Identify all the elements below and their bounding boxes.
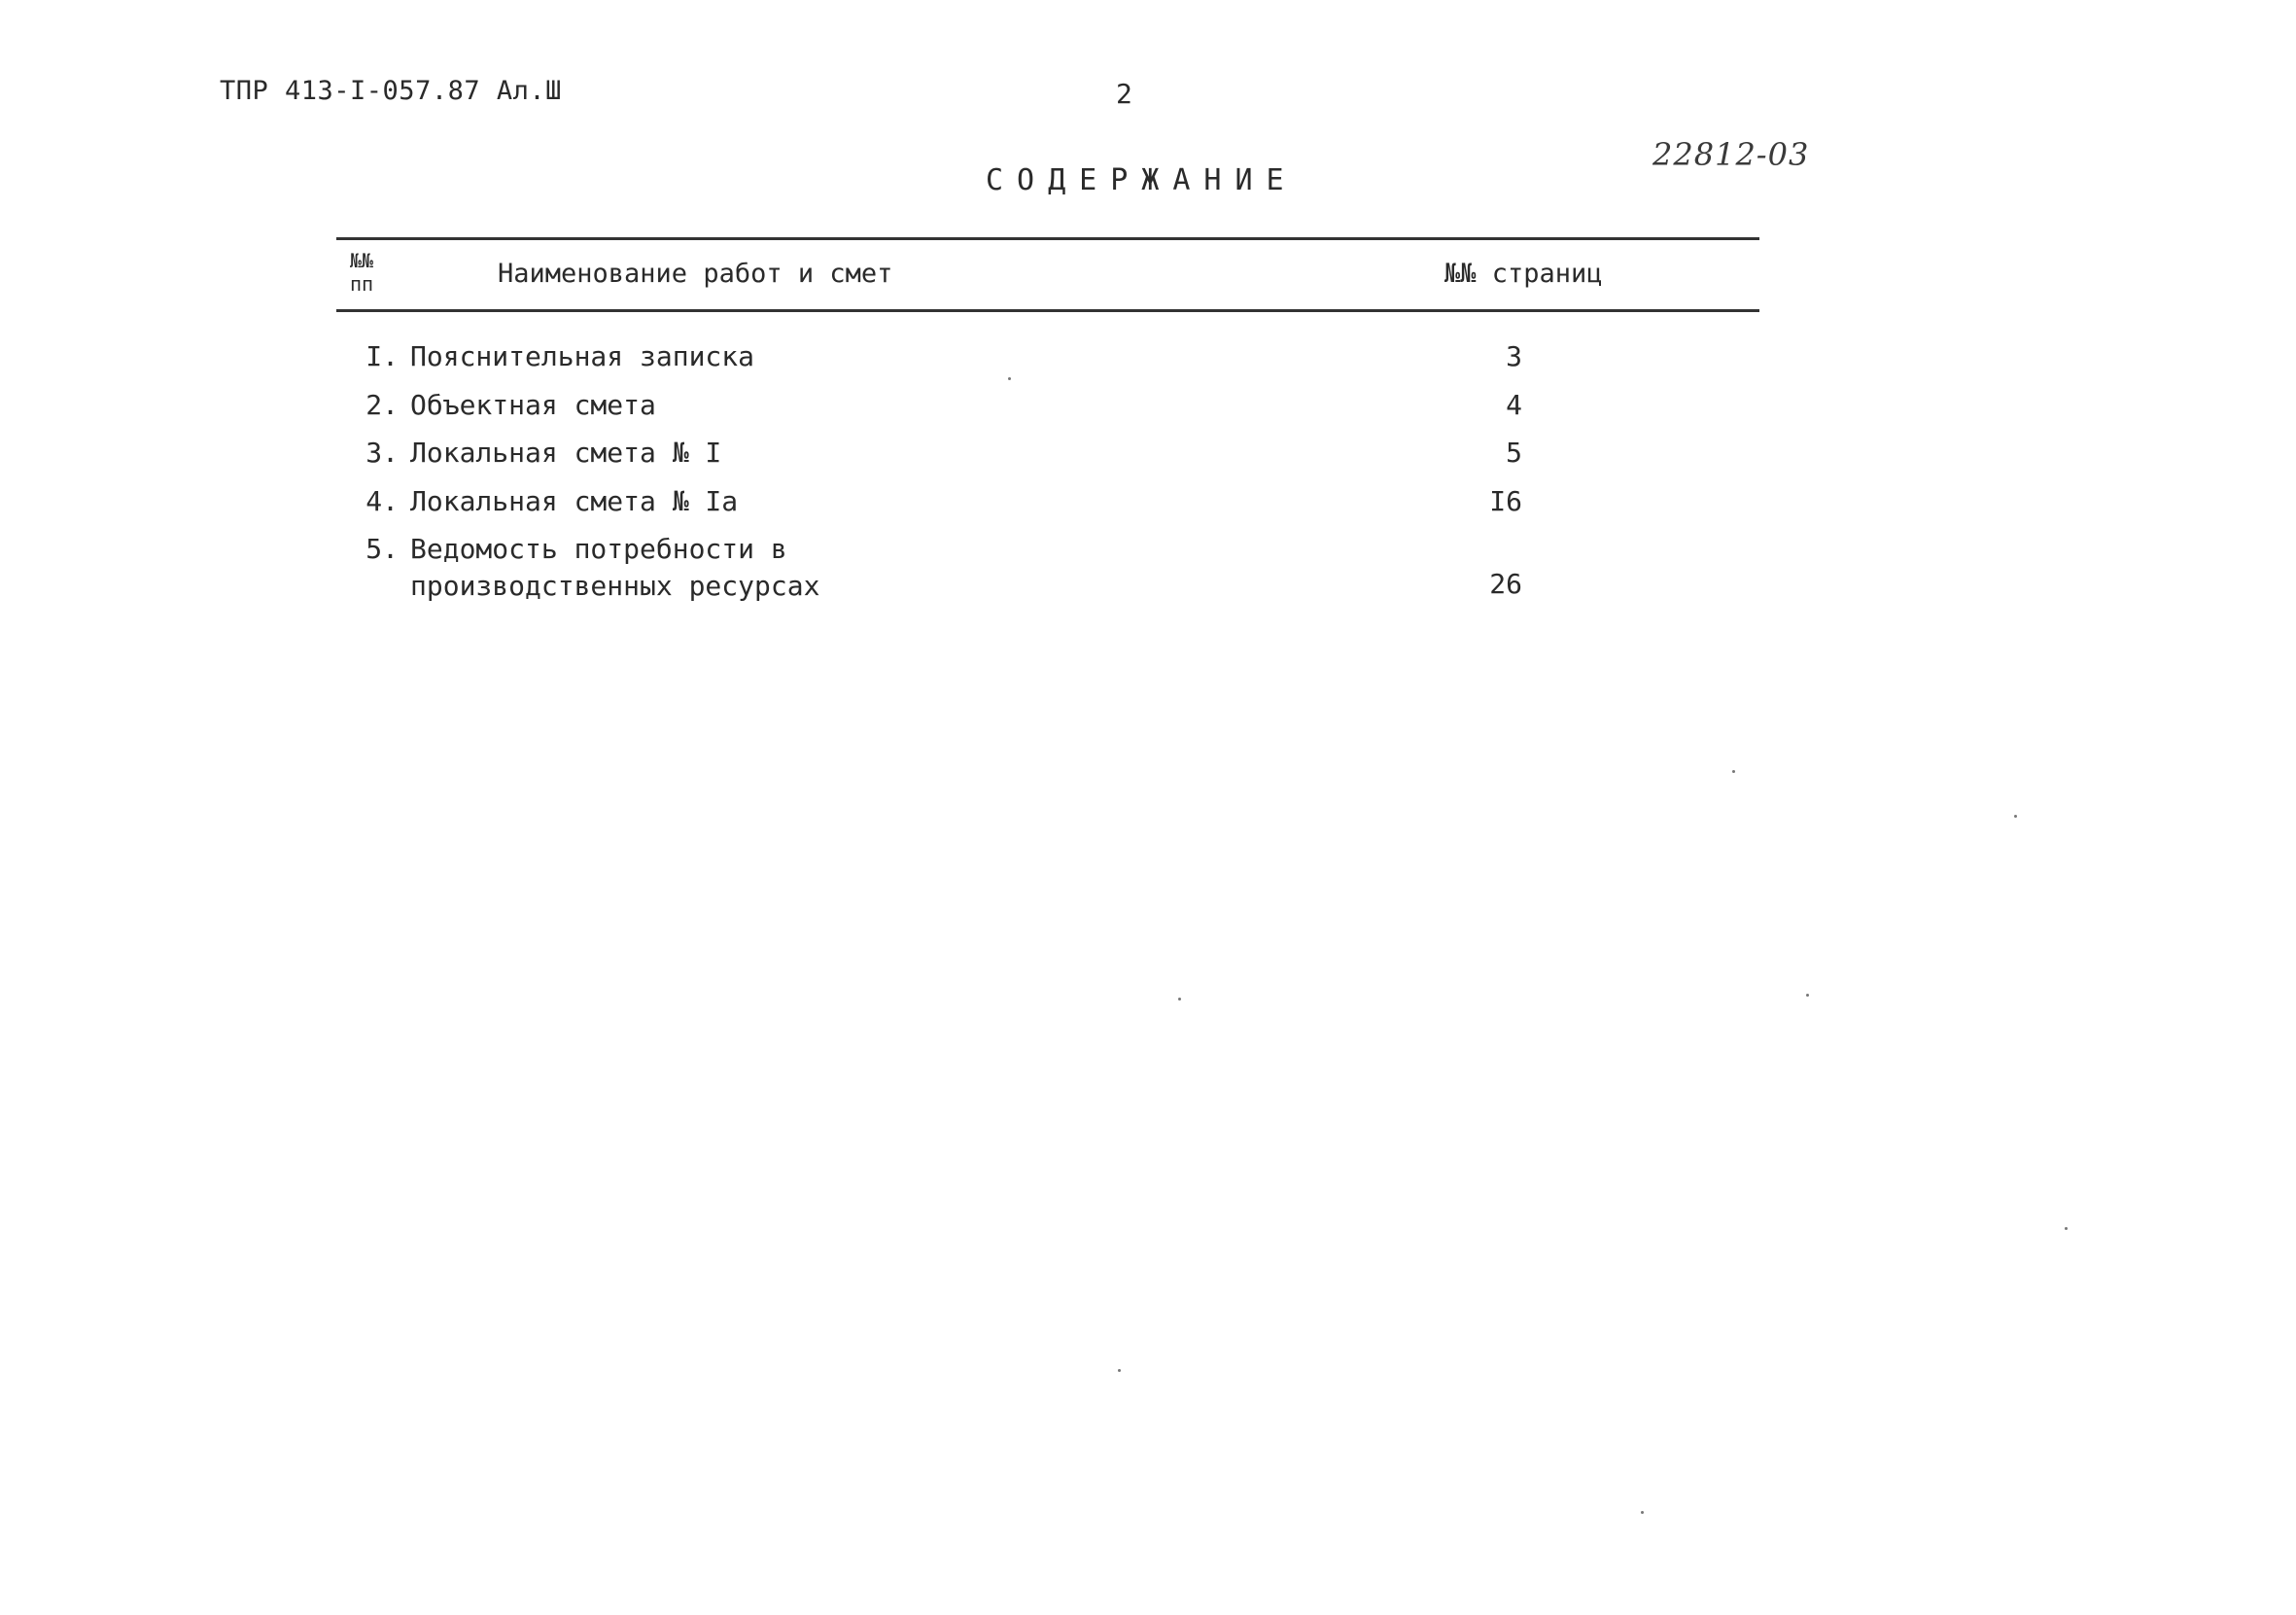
table-row	[0, 389, 2296, 428]
row-page: 4	[1506, 389, 1522, 421]
row-number: 5.	[365, 533, 399, 565]
scan-speck	[1118, 1369, 1121, 1372]
table-row	[0, 437, 2296, 475]
column-header-number	[350, 249, 389, 296]
column-header-name: Наименование работ и смет	[498, 259, 893, 289]
scan-speck	[2065, 1227, 2068, 1230]
row-page: I6	[1489, 485, 1522, 517]
page-number: 2	[1116, 78, 1132, 110]
row-number: I.	[365, 340, 399, 372]
column-header-pages: №№ страниц	[1444, 259, 1603, 289]
scan-speck	[2014, 815, 2017, 818]
table-top-rule	[336, 237, 1759, 240]
column-header-number-line2: пп	[350, 272, 374, 296]
table-row	[0, 340, 2296, 379]
row-title-continuation: производственных ресурсах	[410, 570, 820, 602]
row-number: 2.	[365, 389, 399, 421]
table-row	[0, 485, 2296, 524]
handwritten-inventory-number: 22812-03	[1652, 136, 1810, 173]
row-title: Локальная смета № Iа	[410, 485, 739, 517]
column-header-number-line1: №№	[350, 249, 374, 272]
row-title: Пояснительная записка	[410, 340, 755, 372]
table-row	[0, 533, 2296, 611]
page-title: СОДЕРЖАНИЕ	[986, 163, 1298, 197]
scan-speck	[1008, 377, 1011, 380]
row-number: 3.	[365, 437, 399, 469]
row-page: 3	[1506, 340, 1522, 372]
scan-speck	[1641, 1511, 1644, 1514]
scan-speck	[1806, 994, 1809, 997]
row-title: Объектная смета	[410, 389, 656, 421]
row-page: 26	[1489, 568, 1522, 600]
table-header-rule	[336, 309, 1759, 312]
row-title: Ведомость потребности в	[410, 533, 787, 565]
scan-speck	[1178, 998, 1181, 1001]
document-code: ТПР 413-I-057.87 Ал.Ш	[220, 76, 562, 106]
row-number: 4.	[365, 485, 399, 517]
row-page: 5	[1506, 437, 1522, 469]
scan-speck	[1732, 770, 1735, 773]
row-title: Локальная смета № I	[410, 437, 722, 469]
